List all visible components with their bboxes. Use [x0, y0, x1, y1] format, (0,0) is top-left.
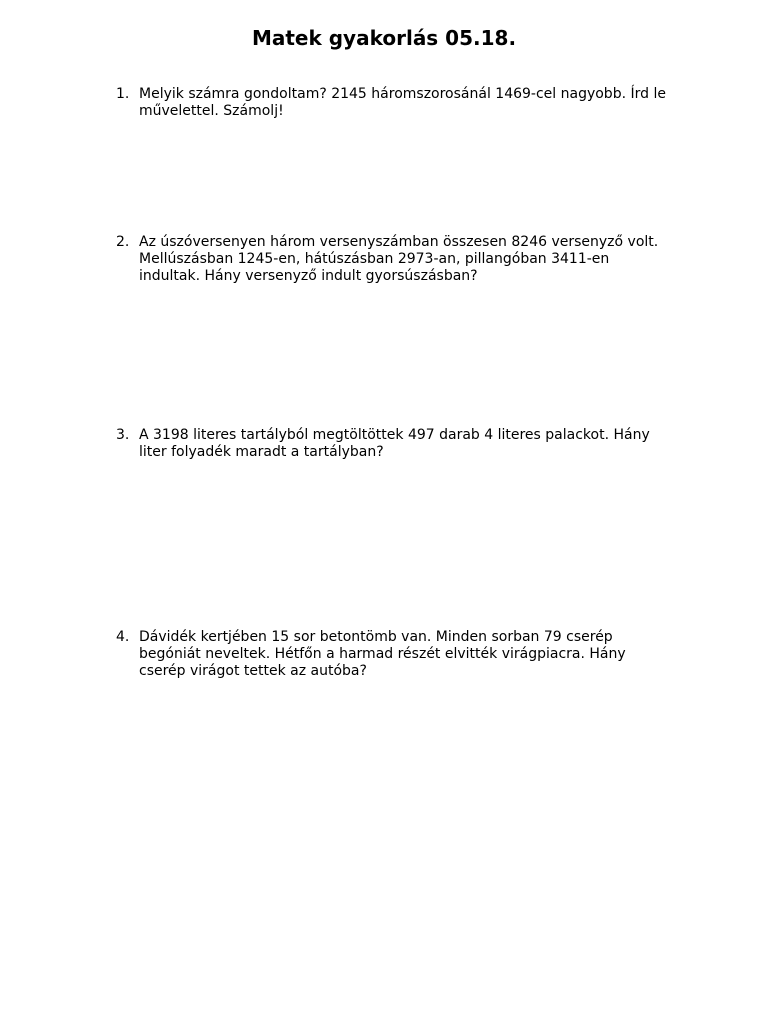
question-number: 4. [116, 629, 130, 645]
question-item [116, 234, 676, 285]
question-text-line: cserép virágot tettek az autóba? [139, 663, 367, 679]
question-text [139, 86, 676, 120]
question-text-line: indultak. Hány versenyző indult gyorsúszásban? [139, 268, 478, 284]
question-text [139, 234, 676, 285]
question-item [116, 629, 676, 680]
question-item [116, 86, 676, 120]
question-text-line: Melyik számra gondoltam? 2145 háromszorosánál 1469-cel nagyobb. Írd le [139, 86, 666, 102]
question-item [116, 427, 676, 461]
question-text-line: művelettel. Számolj! [139, 103, 284, 119]
question-text [139, 629, 676, 680]
question-text-line: Mellúszásban 1245-en, hátúszásban 2973-an, pillangóban 3411-en [139, 251, 610, 267]
question-number: 3. [116, 427, 130, 443]
question-text [139, 427, 676, 461]
question-text-line: Dávidék kertjében 15 sor betontömb van. Minden sorban 79 cserép [139, 629, 613, 645]
question-text-line: begóniát neveltek. Hétfőn a harmad részét elvitték virágpiacra. Hány [139, 646, 626, 662]
question-number: 1. [116, 86, 130, 102]
question-text-line: Az úszóversenyen három versenyszámban összesen 8246 versenyző volt. [139, 234, 659, 250]
question-number: 2. [116, 234, 130, 250]
page-title: Matek gyakorlás 05.18. [251, 26, 517, 50]
question-text-line: liter folyadék maradt a tartályban? [139, 444, 384, 460]
question-text-line: A 3198 literes tartályból megtöltöttek 497 darab 4 literes palackot. Hány [139, 427, 650, 443]
